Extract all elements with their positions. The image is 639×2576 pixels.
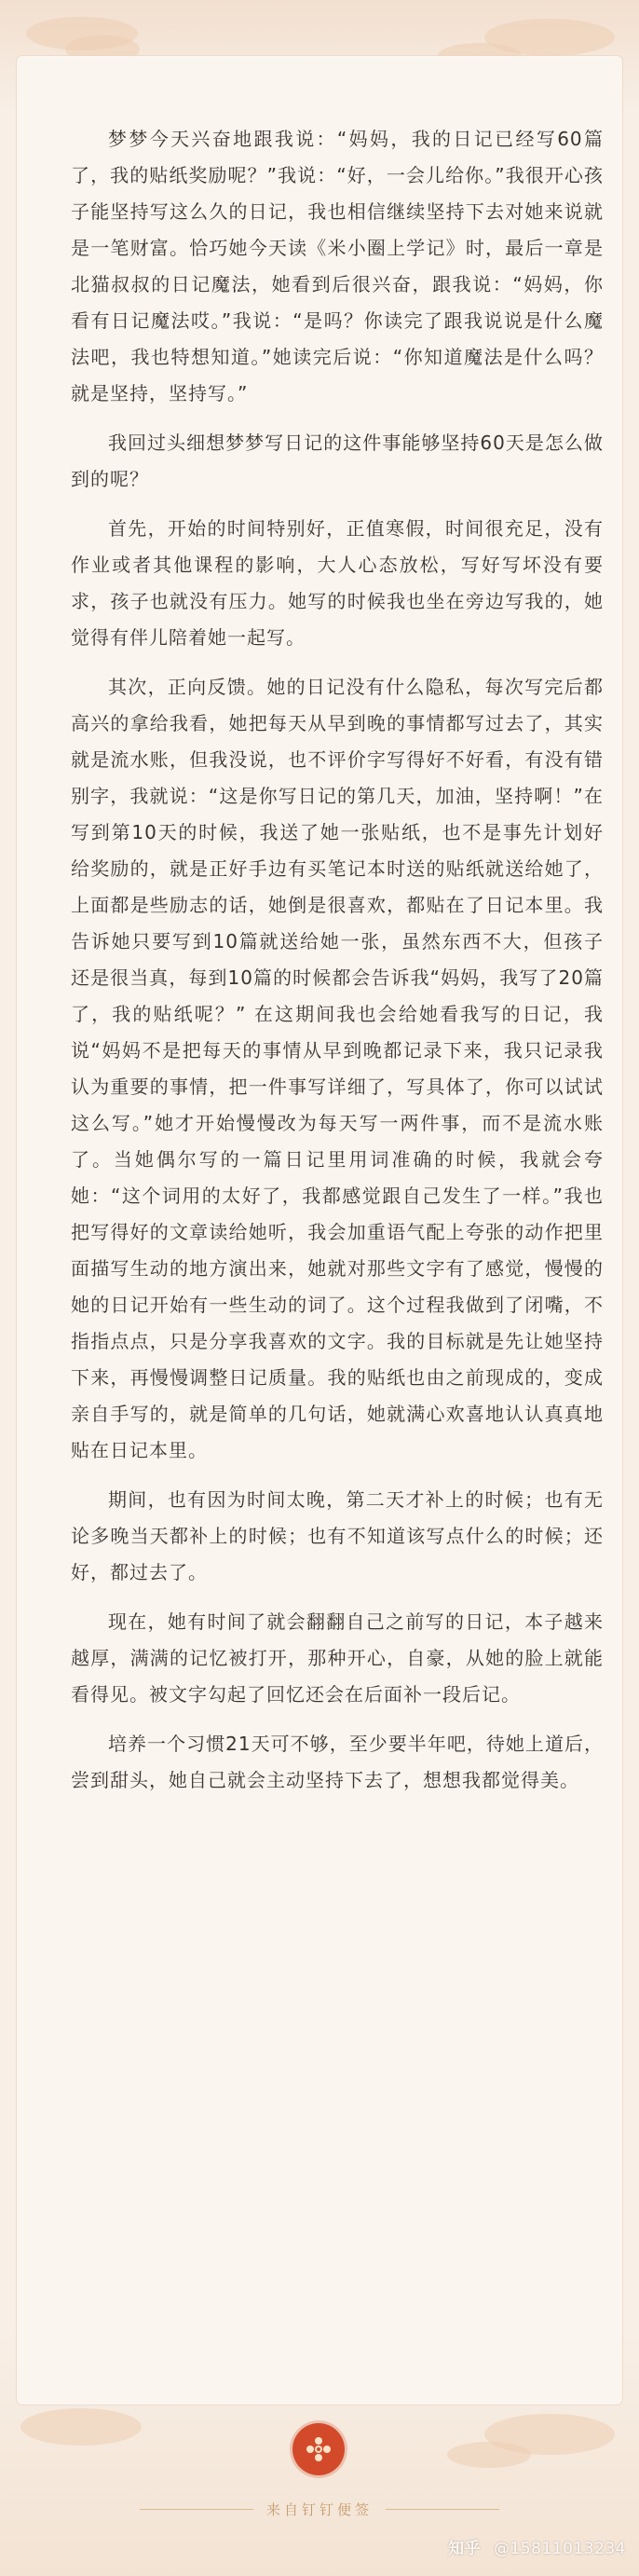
paragraph: 其次，正向反馈。她的日记没有什么隐私，每次写完后都高兴的拿给我看，她把每天从早到晚的事情都写过去了，其实就是流水账，但我没说，也不评价字写得好不好看，有没有错别字，我就说：“这是你写日记的第几天，加油，坚持啊！”在写到第10天的时候，我送了她一张贴纸，也不是事先计划好给奖励的，就是正好手边有买笔记本时送的贴纸就送给她了，上面都是些励志的话，她倒是很喜欢，都贴在了日记本里。我告诉她只要写到10篇就送给她一张，虽然东西不大，但孩子还是很当真，每到10篇的时候都会告诉我“妈妈，我写了20篇了，我的贴纸呢？” 在这期间我也会给她看我写的日记，我说“妈妈不是把每天的事情从早到晚都记录下来，我只记录我认为重要的事情，把一件事写详细了，写具体了，你可以试试这么写。”她才开始慢慢改为每天写一两件事，而不是流水账了。当她偶尔写的一篇日记里用词准确的时候，我就会夸她：“这个词用的太好了，我都感觉跟自己发生了一样。”我也把写得好的文章读给她听，我会加重语气配上夸张的动作把里面描写生动的地方演出来，她就对那些文字有了感觉，慢慢的她的日记开始有一些生动的词了。这个过程我做到了闭嘴，不指指点点，只是分享我喜欢的文字。我的目标就是先让她坚持下来，再慢慢调整日记质量。我的贴纸也由之前现成的，变成亲自手写的，就是简单的几句话，她就满心欢喜地认认真真地贴在日记本里。 (71, 676, 604, 1461)
paragraph: 期间，也有因为时间太晚，第二天才补上的时候；也有无论多晚当天都补上的时候；也有不知道该写点什么的时候；还好，都过去了。 (71, 1488, 604, 1583)
paragraph: 培养一个习惯21天可不够，至少要半年吧，待她上道后，尝到甜头，她自己就会主动坚持下去了，想想我都觉得美。 (71, 1733, 604, 1791)
seal-glyph-icon (304, 2434, 333, 2464)
source-label: 来自钉钉便签 (253, 2501, 386, 2518)
platform-logo: 知乎 (448, 2540, 482, 2558)
note-card (17, 56, 622, 2405)
watermark (448, 2535, 626, 2558)
note-footer (0, 2414, 639, 2576)
flower-seal-icon (292, 2423, 345, 2475)
paragraph: 我回过头细想梦梦写日记的这件事能够坚持60天是怎么做到的呢？ (71, 432, 604, 490)
watermark-user: @15811013234 (494, 2540, 626, 2558)
paragraph: 梦梦今天兴奋地跟我说：“妈妈，我的日记已经写60篇了，我的贴纸奖励呢？”我说：“好，一会儿给你。”我很开心孩子能坚持写这么久的日记，我也相信继续坚持下去对她来说就是一笔财富。恰巧她今天读《米小圈上学记》时，最后一章是北猫叔叔的日记魔法，她看到后很兴奋，跟我说：“妈妈，你看有日记魔法哎。”我说：“是吗？你读完了跟我说说是什么魔法吧，我也特想知道。”她读完后说：“你知道魔法是什么吗？就是坚持，坚持写。” (71, 128, 604, 404)
paragraph: 首先，开始的时间特别好，正值寒假，时间很充足，没有作业或者其他课程的影响，大人心态放松，写好写坏没有要求，孩子也就没有压力。她写的时候我也坐在旁边写我的，她觉得有伴儿陪着她一起写。 (71, 517, 604, 649)
paragraph: 现在，她有时间了就会翻翻自己之前写的日记，本子越来越厚，满满的记忆被打开，那种开心，自豪，从她的脸上就能看得见。被文字勾起了回忆还会在后面补一段后记。 (71, 1610, 604, 1706)
source-line (0, 2500, 639, 2519)
article-body (71, 121, 604, 1812)
